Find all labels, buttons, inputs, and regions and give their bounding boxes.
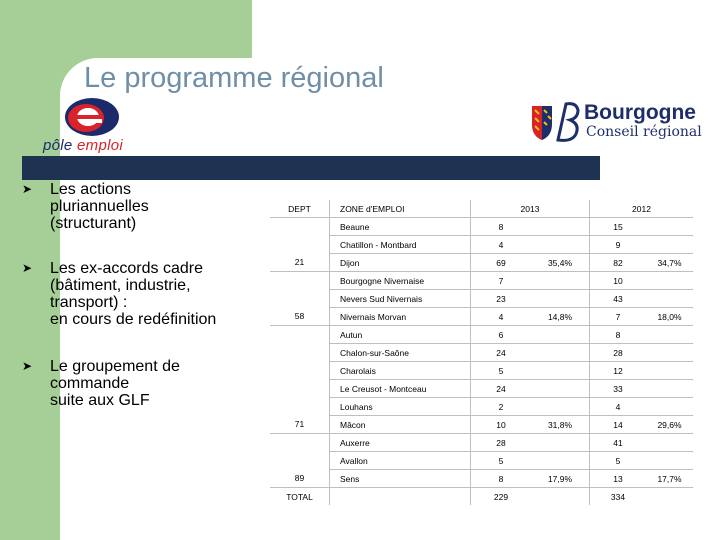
bullet-line: Les actions xyxy=(50,181,131,198)
pct-2012-cell: 17,7% xyxy=(646,470,693,488)
pct-2012-cell xyxy=(646,218,693,236)
pct-2013-cell xyxy=(531,362,590,380)
pct-2012-cell xyxy=(646,434,693,452)
pct-2013-cell: 31,8% xyxy=(531,416,590,434)
header-2012: 2012 xyxy=(590,200,694,218)
zone-cell: Chalon-sur-Saône xyxy=(330,344,471,362)
pct-2013-cell xyxy=(531,434,590,452)
pct-2013-cell xyxy=(531,218,590,236)
dept-cell: 58 xyxy=(294,311,305,322)
pct-2013-cell: 35,4% xyxy=(531,254,590,272)
dept-cell xyxy=(270,434,330,452)
value-2012-cell: 10 xyxy=(590,272,647,290)
total-2012: 334 xyxy=(590,488,647,506)
zone-cell: Nivernais Morvan xyxy=(330,308,471,326)
bourgogne-title: Bourgogne xyxy=(584,101,696,124)
value-2012-cell: 5 xyxy=(590,452,647,470)
value-2012-cell: 12 xyxy=(590,362,647,380)
bullet-text xyxy=(50,181,280,232)
zone-cell: Avallon xyxy=(330,452,471,470)
pct-2012-cell xyxy=(646,452,693,470)
pct-2013-cell xyxy=(531,326,590,344)
table-row xyxy=(270,434,693,452)
dept-cell: 89 xyxy=(294,473,305,484)
table-row xyxy=(270,254,693,272)
value-2013-cell: 10 xyxy=(471,416,532,434)
zone-cell: Louhans xyxy=(330,398,471,416)
pct-2012-cell xyxy=(646,326,693,344)
zone-cell: Nevers Sud Nivernais xyxy=(330,290,471,308)
bourgogne-crest-icon xyxy=(528,100,582,146)
value-2012-cell: 7 xyxy=(590,308,647,326)
value-2012-cell: 9 xyxy=(590,236,647,254)
arrow-bullet-icon: ➤ xyxy=(22,261,33,275)
table-row xyxy=(270,380,693,398)
zone-cell: Beaune xyxy=(330,218,471,236)
bullet-line: transport) : xyxy=(50,294,128,311)
dept-cell xyxy=(270,236,330,254)
table-row xyxy=(270,416,693,434)
value-2013-cell: 7 xyxy=(471,272,532,290)
total-2013: 229 xyxy=(471,488,532,506)
value-2012-cell: 41 xyxy=(590,434,647,452)
pct-2013-cell: 17,9% xyxy=(531,470,590,488)
table-row xyxy=(270,272,693,290)
value-2012-cell: 33 xyxy=(590,380,647,398)
value-2013-cell: 8 xyxy=(471,470,532,488)
dept-cell xyxy=(270,218,330,236)
zone-cell: Chatillon - Montbard xyxy=(330,236,471,254)
zone-cell: Bourgogne Nivernaise xyxy=(330,272,471,290)
dept-cell xyxy=(270,398,330,416)
header-bar xyxy=(22,156,600,180)
dept-cell xyxy=(270,272,330,290)
header-zone: ZONE d'EMPLOI xyxy=(330,200,471,218)
table-row xyxy=(270,218,693,236)
total-zone-cell xyxy=(330,488,471,506)
table-row xyxy=(270,452,693,470)
arrow-bullet-icon: ➤ xyxy=(22,359,33,373)
table-header-row xyxy=(270,200,693,218)
bullet-text xyxy=(50,358,280,409)
total-pct-2013 xyxy=(531,488,590,506)
zone-cell: Charolais xyxy=(330,362,471,380)
employment-zone-table xyxy=(270,200,693,505)
bullet-text xyxy=(50,260,280,328)
bourgogne-subtitle: Conseil régional xyxy=(586,124,702,140)
bullet-line: commande xyxy=(50,375,130,392)
dept-cell xyxy=(270,326,330,344)
value-2013-cell: 24 xyxy=(471,380,532,398)
zone-cell: Dijon xyxy=(330,254,471,272)
value-2012-cell: 8 xyxy=(590,326,647,344)
pct-2012-cell xyxy=(646,398,693,416)
table-row xyxy=(270,362,693,380)
table-row xyxy=(270,308,693,326)
pct-2013-cell xyxy=(531,236,590,254)
value-2013-cell: 24 xyxy=(471,344,532,362)
pct-2012-cell: 29,6% xyxy=(646,416,693,434)
value-2013-cell: 6 xyxy=(471,326,532,344)
dept-cell xyxy=(270,380,330,398)
header-2013: 2013 xyxy=(471,200,590,218)
zone-cell: Autun xyxy=(330,326,471,344)
dept-cell xyxy=(270,344,330,362)
value-2013-cell: 23 xyxy=(471,290,532,308)
pole-emploi-wordmark xyxy=(43,137,123,154)
bullet-line: en cours de redéfinition xyxy=(50,311,217,328)
pct-2013-cell xyxy=(531,398,590,416)
value-2012-cell: 82 xyxy=(590,254,647,272)
value-2013-cell: 4 xyxy=(471,308,532,326)
pct-2012-cell xyxy=(646,344,693,362)
table-row xyxy=(270,290,693,308)
zone-cell: Le Creusot - Montceau xyxy=(330,380,471,398)
table-row xyxy=(270,470,693,488)
pct-2013-cell: 14,8% xyxy=(531,308,590,326)
pct-2012-cell xyxy=(646,290,693,308)
pole-emploi-text: pôle xyxy=(43,137,78,154)
zone-cell: Auxerre xyxy=(330,434,471,452)
pct-2012-cell: 18,0% xyxy=(646,308,693,326)
pct-2012-cell xyxy=(646,272,693,290)
slide-title: Le programme régional xyxy=(84,62,384,94)
dept-cell xyxy=(270,452,330,470)
bullet-line: suite aux GLF xyxy=(50,392,150,409)
bullet-line: Le groupement de xyxy=(50,358,180,375)
pct-2013-cell xyxy=(531,380,590,398)
bullet-line: pluriannuelles xyxy=(50,198,149,215)
header-dept: DEPT xyxy=(288,203,311,214)
dept-cell xyxy=(270,362,330,380)
value-2013-cell: 4 xyxy=(471,236,532,254)
value-2013-cell: 2 xyxy=(471,398,532,416)
total-pct-2012 xyxy=(646,488,693,506)
table-total-row xyxy=(270,488,693,506)
value-2013-cell: 5 xyxy=(471,362,532,380)
total-label: TOTAL xyxy=(270,488,330,506)
pct-2012-cell xyxy=(646,236,693,254)
dept-cell: 71 xyxy=(294,419,305,430)
value-2012-cell: 43 xyxy=(590,290,647,308)
pct-2013-cell xyxy=(531,290,590,308)
value-2013-cell: 5 xyxy=(471,452,532,470)
table-row xyxy=(270,344,693,362)
bullet-line: Les ex-accords cadre xyxy=(50,260,203,277)
arrow-bullet-icon: ➤ xyxy=(22,182,33,196)
table-row xyxy=(270,326,693,344)
table-row xyxy=(270,398,693,416)
pct-2013-cell xyxy=(531,344,590,362)
zone-cell: Mâcon xyxy=(330,416,471,434)
dept-cell xyxy=(270,290,330,308)
pct-2013-cell xyxy=(531,272,590,290)
value-2012-cell: 15 xyxy=(590,218,647,236)
value-2013-cell: 8 xyxy=(471,218,532,236)
dept-cell: 21 xyxy=(294,257,305,268)
bullet-line: (bâtiment, industrie, xyxy=(50,277,191,294)
pct-2013-cell xyxy=(531,452,590,470)
value-2013-cell: 69 xyxy=(471,254,532,272)
table-row xyxy=(270,236,693,254)
zone-cell: Sens xyxy=(330,470,471,488)
value-2013-cell: 28 xyxy=(471,434,532,452)
bullet-line: (structurant) xyxy=(50,215,137,232)
value-2012-cell: 4 xyxy=(590,398,647,416)
pct-2012-cell: 34,7% xyxy=(646,254,693,272)
value-2012-cell: 13 xyxy=(590,470,647,488)
pct-2012-cell xyxy=(646,380,693,398)
value-2012-cell: 14 xyxy=(590,416,647,434)
pct-2012-cell xyxy=(646,362,693,380)
pole-emploi-accent-text: emploi xyxy=(77,137,124,154)
value-2012-cell: 28 xyxy=(590,344,647,362)
